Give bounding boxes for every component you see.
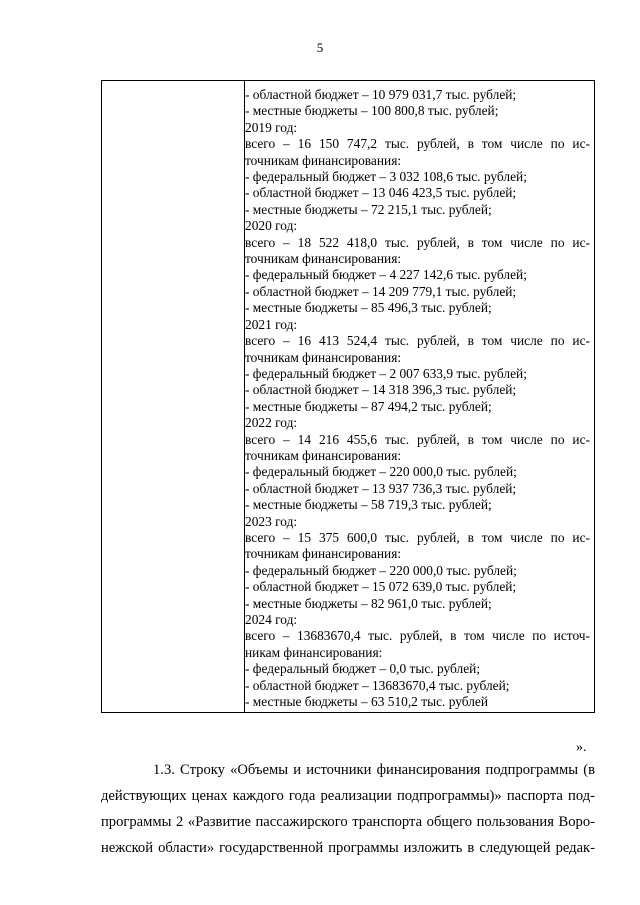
table-line: - областной бюджет – 15 072 639,0 тыс. рублей; [245, 579, 517, 595]
table-line: точникам финансирования: [245, 152, 402, 168]
table-line: - федеральный бюджет – 220 000,0 тыс. рублей; [245, 562, 517, 578]
table-line: - федеральный бюджет – 4 227 142,6 тыс. рублей; [245, 267, 527, 283]
table-line: всего – 15 375 600,0 тыс. рублей, в том числе по ис- [245, 529, 590, 545]
table-line: - местные бюджеты – 58 719,3 тыс. рублей; [245, 497, 492, 513]
table-line: - федеральный бюджет – 220 000,0 тыс. рублей; [245, 464, 517, 480]
table-line: - областной бюджет – 13683670,4 тыс. рублей; [245, 677, 510, 693]
table-line: - местные бюджеты – 100 800,8 тыс. рублей; [245, 103, 499, 119]
closing-quote: ». [576, 740, 587, 755]
table-line: всего – 16 150 747,2 тыс. рублей, в том числе по ис- [245, 136, 590, 152]
table-line: 2022 год: [245, 415, 298, 431]
table-line: точникам финансирования: [245, 546, 402, 562]
table-line: - областной бюджет – 10 979 031,7 тыс. рублей; [245, 87, 517, 102]
table-line: всего – 16 413 524,4 тыс. рублей, в том числе по ис- [245, 333, 590, 349]
table-line: - местные бюджеты – 82 961,0 тыс. рублей; [245, 595, 492, 611]
table-line: 2020 год: [245, 218, 298, 234]
table-line: - областной бюджет – 14 318 396,3 тыс. рублей; [245, 382, 517, 398]
table-line: - федеральный бюджет – 3 032 108,6 тыс. рублей; [245, 169, 527, 185]
table-line: - местные бюджеты – 87 494,2 тыс. рублей; [245, 398, 492, 414]
paragraph-line: программы 2 «Развитие пассажирского транспорта общего пользования Воро- [101, 814, 595, 830]
table-line: - областной бюджет – 14 209 779,1 тыс. рублей; [245, 283, 517, 299]
table-right-column [245, 87, 590, 710]
table-line: точникам финансирования: [245, 447, 402, 463]
table-line: 2021 год: [245, 316, 298, 332]
paragraph-line: действующих ценах каждого года реализации подпрограммы)» паспорта под- [101, 788, 595, 804]
paragraph-line: 1.3. Строку «Объемы и источники финансирования подпрограммы (в [153, 762, 595, 778]
table-line: 2024 год: [245, 612, 298, 627]
table-line: - областной бюджет – 13 937 736,3 тыс. рублей; [245, 480, 517, 496]
table-line: - федеральный бюджет – 0,0 тыс. рублей; [245, 661, 481, 677]
table-line: точникам финансирования: [245, 349, 402, 365]
table-line: всего – 13683670,4 тыс. рублей, в том числе по источ- [245, 628, 590, 644]
table-left-column [102, 81, 245, 712]
table-line: - федеральный бюджет – 2 007 633,9 тыс. рублей; [245, 365, 527, 381]
table-line: всего – 14 216 455,6 тыс. рублей, в том числе по ис- [245, 431, 590, 447]
table-line: 2023 год: [245, 513, 298, 529]
page-number: 5 [316, 40, 324, 55]
table-line: - местные бюджеты – 63 510,2 тыс. рублей [245, 694, 489, 710]
table-line: - местные бюджеты – 85 496,3 тыс. рублей; [245, 300, 492, 316]
table-line: точникам финансирования: [245, 251, 402, 267]
table-line: 2019 год: [245, 119, 298, 135]
table-line: - областной бюджет – 13 046 423,5 тыс. рублей; [245, 185, 517, 201]
amendment-paragraph [101, 757, 595, 861]
table-line: - местные бюджеты – 72 215,1 тыс. рублей; [245, 201, 492, 217]
funding-table [101, 80, 595, 713]
table-line: всего – 18 522 418,0 тыс. рублей, в том числе по ис- [245, 234, 590, 250]
paragraph-line: нежской области» государственной программы изложить в следующей редак- [101, 840, 595, 856]
table-line: никам финансирования: [245, 644, 383, 660]
